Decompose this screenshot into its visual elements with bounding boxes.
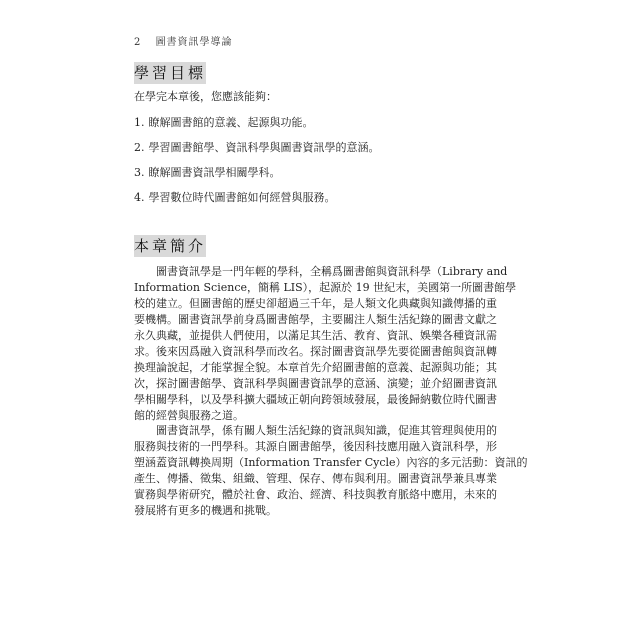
paragraph-line: 換理論說起，才能掌握全貌。本章首先介紹圖書館的意義、起源與功能；其	[134, 361, 497, 374]
paragraph-line: Information Science，簡稱 LIS），起源於 19 世紀末，美國第一所圖書館學	[134, 281, 517, 294]
paragraph-line: 永久典藏，並提供人們使用，以滿足其生活、教育、資訊、娛樂各種資訊需	[134, 329, 497, 342]
paragraph-line: 館的經營與服務之道。	[134, 409, 244, 422]
section-title-objectives: 學習目標	[134, 64, 207, 82]
paragraph-line: 服務與技術的一門學科。其源自圖書館學，後因科技應用融入資訊科學，形	[134, 440, 497, 453]
running-header	[134, 33, 233, 48]
objective-number: 2.	[134, 141, 145, 154]
section-title-summary: 本章簡介	[134, 237, 207, 255]
objective-text: 學習數位時代圖書館如何經營與服務。	[148, 191, 336, 204]
objective-number: 4.	[134, 191, 145, 204]
paragraph-line: 圖書資訊學，係有關人類生活紀錄的資訊與知識，促進其管理與使用的	[134, 424, 497, 437]
paragraph-line: 求。後來因爲融入資訊科學而改名。探討圖書資訊學先要從圖書館與資訊轉	[134, 345, 497, 358]
book-title: 圖書資訊學導論	[155, 37, 233, 48]
objective-item	[134, 189, 336, 205]
paragraph-line: 次，探討圖書館學、資訊科學與圖書資訊學的意涵、演變；並介紹圖書資訊	[134, 377, 497, 390]
paragraph-line: 實務與學術研究，體於社會、政治、經濟、科技與教育脈絡中應用，未來的	[134, 488, 497, 501]
objective-text: 學習圖書館學、資訊科學與圖書資訊學的意涵。	[148, 141, 380, 154]
paragraph-line: 發展將有更多的機遇和挑戰。	[134, 504, 277, 517]
objective-text: 瞭解圖書資訊學相關學科。	[148, 166, 281, 179]
paragraph-line: 產生、傳播、徵集、組織、管理、保存、傳布與利用。圖書資訊學兼具專業	[134, 472, 497, 485]
objective-item	[134, 139, 380, 155]
paragraph-line: 學相關學科，以及學科擴大疆域正朝向跨領域發展，最後歸納數位時代圖書	[134, 393, 497, 406]
summary-paragraph-2	[134, 423, 528, 519]
paragraph-line: 塑涵蓋資訊轉換周期（Information Transfer Cycle）內容的多元活動：資訊的	[134, 456, 528, 469]
paragraph-line: 校的建立。但圖書館的歷史卻超過三千年，是人類文化典藏與知識傳播的重	[134, 297, 497, 310]
objective-number: 3.	[134, 166, 145, 179]
paragraph-line: 要機構。圖書資訊學前身爲圖書館學，主要關注人類生活紀錄的圖書文獻之	[134, 313, 497, 326]
page-number: 2	[134, 37, 142, 48]
objective-item	[134, 164, 281, 180]
objective-text: 瞭解圖書館的意義、起源與功能。	[148, 116, 314, 129]
objectives-intro: 在學完本章後，您應該能夠：	[134, 90, 277, 103]
objective-item	[134, 114, 314, 130]
paragraph-line: 圖書資訊學是一門年輕的學科，全稱爲圖書館與資訊科學（Library and	[134, 265, 508, 278]
objective-number: 1.	[134, 116, 145, 129]
summary-paragraph-1	[134, 264, 517, 424]
